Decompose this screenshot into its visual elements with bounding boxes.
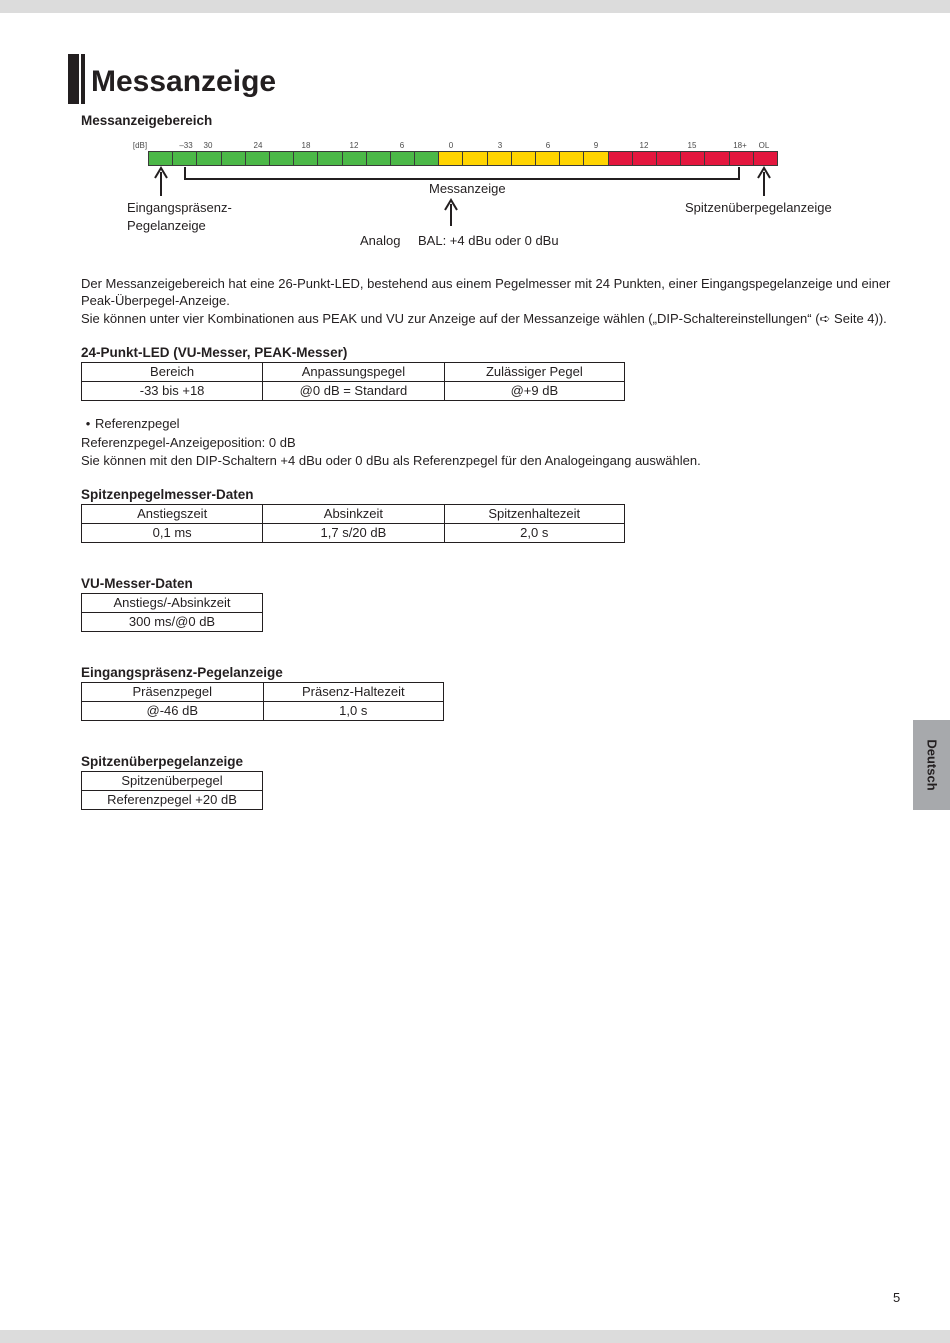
meter-label: Messanzeige — [429, 181, 506, 196]
scale-label: 0 — [448, 141, 454, 150]
presence-heading: Eingangspräsenz-Pegelanzeige — [81, 665, 283, 680]
meter-range-heading: Messanzeigebereich — [81, 113, 213, 128]
table-header: Zulässiger Pegel — [444, 363, 624, 382]
table-header: Anstiegszeit — [82, 505, 263, 524]
page-reference-arrow-icon: ➪ — [819, 311, 831, 326]
table-header: Präsenz-Haltezeit — [263, 683, 443, 702]
page-number: 5 — [893, 1290, 901, 1305]
scale-label: 6 — [545, 141, 551, 150]
scale-label: 24 — [253, 141, 263, 150]
led24-heading: 24-Punkt-LED (VU-Messer, PEAK-Messer) — [81, 345, 348, 360]
meter-arrow-icon — [445, 200, 457, 226]
table-header-row — [82, 363, 625, 382]
scale-label: 15 — [687, 141, 697, 150]
table-header: Spitzenhaltezeit — [444, 505, 624, 524]
table-cell: Referenzpegel +20 dB — [82, 791, 263, 810]
bottom-bar — [0, 1330, 950, 1343]
peak-meter-table — [81, 504, 625, 543]
table-cell: 1,7 s/20 dB — [263, 524, 444, 543]
table-header-row — [82, 505, 625, 524]
reference-title: Referenzpegel — [95, 416, 180, 431]
led24-table — [81, 362, 625, 401]
peak-meter-heading: Spitzenpegelmesser-Daten — [81, 487, 254, 502]
table-header-row — [82, 683, 444, 702]
description-text: Sie können unter vier Kombinationen aus PEAK und VU zur Anzeige auf der Messanzeige wählen („DIP-Schaltereinstellungen“ ( — [81, 311, 820, 326]
peak-over-arrow-icon — [758, 168, 770, 196]
table-header: Absinkzeit — [263, 505, 444, 524]
scale-label: 18 — [301, 141, 311, 150]
description-line-2: Peak-Überpegel-Anzeige. — [81, 293, 230, 308]
bal-label: BAL: +4 dBu oder 0 dBu — [418, 233, 559, 248]
reference-bullet-item — [81, 416, 180, 431]
scale-label: OL — [758, 141, 770, 150]
scale-label: 3 — [497, 141, 503, 150]
over-table — [81, 771, 263, 810]
table-row — [82, 382, 625, 401]
table-header: Präsenzpegel — [82, 683, 264, 702]
table-cell: 2,0 s — [444, 524, 624, 543]
page-title: Messanzeige — [91, 65, 277, 98]
table-row — [82, 524, 625, 543]
table-cell: 300 ms/@0 dB — [82, 613, 263, 632]
scale-label: 12 — [639, 141, 649, 150]
scale-label: 30 — [203, 141, 213, 150]
peak-over-label: Spitzenüberpegelanzeige — [685, 200, 832, 215]
table-header: Spitzenüberpegel — [82, 772, 263, 791]
input-presence-label-2: Pegelanzeige — [127, 218, 206, 233]
input-presence-label-1: Eingangspräsenz- — [127, 200, 232, 215]
table-header: Anpassungspegel — [263, 363, 445, 382]
table-cell: @0 dB = Standard — [263, 382, 445, 401]
table-cell: 1,0 s — [263, 702, 443, 721]
language-tab-label: Deutsch — [924, 739, 939, 791]
table-cell: @-46 dB — [82, 702, 264, 721]
description-line-3 — [81, 310, 887, 328]
meter-bracket — [185, 167, 739, 179]
scale-label: 18+ — [733, 141, 747, 150]
bullet-icon: • — [85, 416, 91, 431]
description-text: Seite 4)). — [830, 311, 887, 326]
table-row — [82, 613, 263, 632]
scale-label: –33 — [179, 141, 193, 150]
table-header-row — [82, 772, 263, 791]
scale-label: 9 — [593, 141, 599, 150]
input-presence-arrow-icon — [155, 168, 167, 196]
analog-label: Analog — [360, 233, 401, 248]
table-header: Anstiegs/-Absinkzeit — [82, 594, 263, 613]
table-cell: 0,1 ms — [82, 524, 263, 543]
reference-line-1: Referenzpegel-Anzeigeposition: 0 dB — [81, 435, 296, 450]
vu-meter-heading: VU-Messer-Daten — [81, 576, 193, 591]
table-cell: @+9 dB — [444, 382, 624, 401]
table-header: Bereich — [82, 363, 263, 382]
presence-table — [81, 682, 444, 721]
reference-line-2: Sie können mit den DIP-Schaltern +4 dBu oder 0 dBu als Referenzpegel für den Analogeingang auswählen. — [81, 453, 701, 468]
description-line-1: Der Messanzeigebereich hat eine 26-Punkt-LED, bestehend aus einem Pegelmesser mit 24 Punkten, einer Eingangspegelanzeige und einer — [81, 276, 891, 291]
table-header-row — [82, 594, 263, 613]
over-heading: Spitzenüberpegelanzeige — [81, 754, 244, 769]
vu-meter-table — [81, 593, 263, 632]
table-row — [82, 791, 263, 810]
scale-label-db: [dB] — [132, 141, 148, 150]
language-tab — [913, 720, 950, 810]
table-row — [82, 702, 444, 721]
scale-label: 12 — [349, 141, 359, 150]
scale-label: 6 — [399, 141, 405, 150]
table-cell: -33 bis +18 — [82, 382, 263, 401]
